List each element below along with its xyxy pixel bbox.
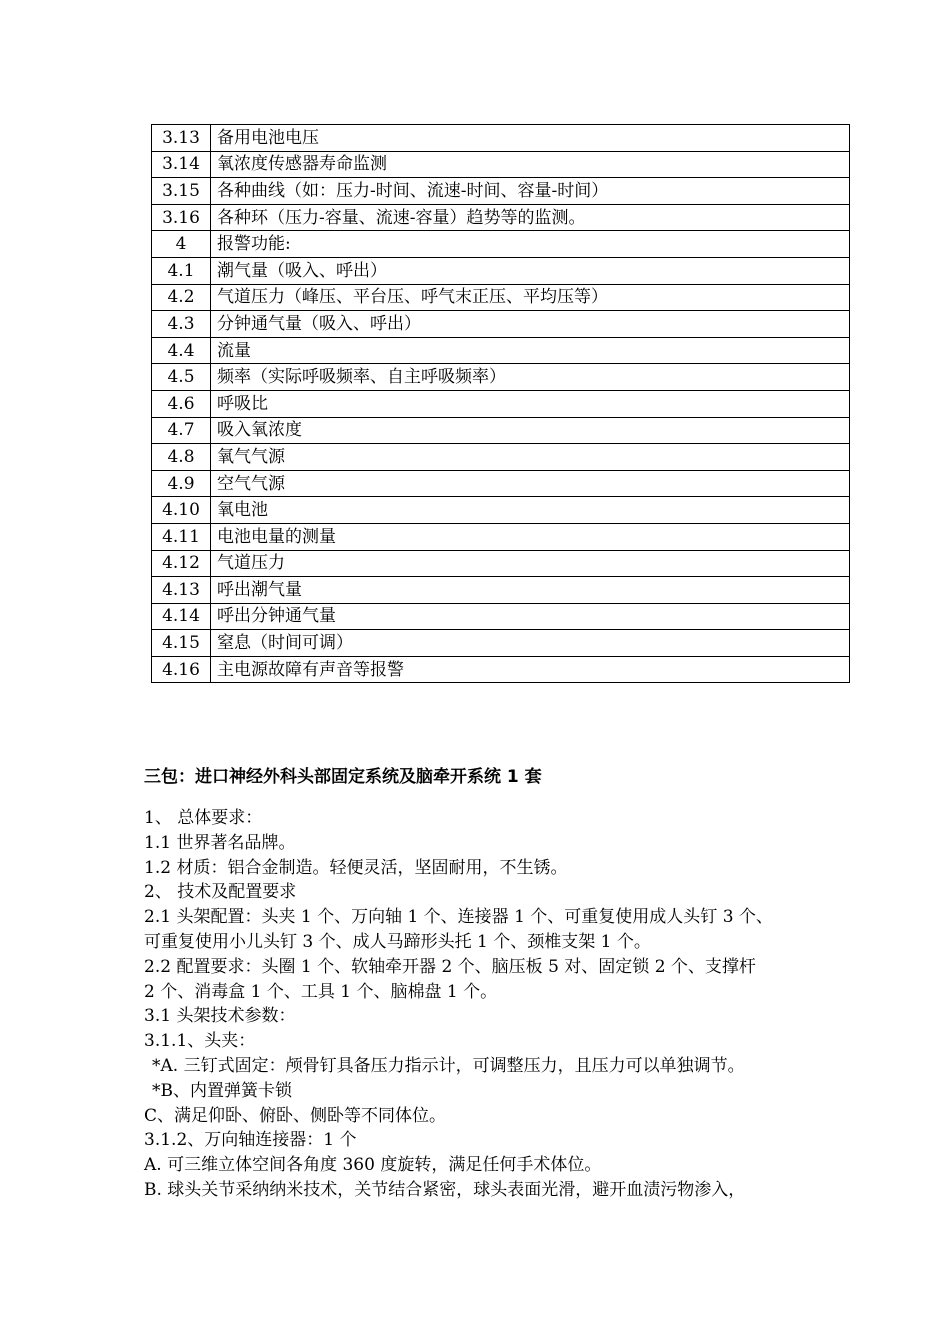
table-row (152, 284, 850, 311)
row-text: 空气气源 (211, 470, 850, 497)
body-line: 可重复使用小儿头钉 3 个、成人马蹄形头托 1 个、颈椎支架 1 个。 (144, 931, 651, 952)
table-row (152, 656, 850, 683)
body-line: 2 个、消毒盒 1 个、工具 1 个、脑棉盘 1 个。 (144, 981, 498, 1002)
row-number: 4 (152, 231, 211, 258)
spec-table (151, 124, 850, 683)
body-line: B. 球头关节采纳纳米技术，关节结合紧密，球头表面光滑，避开血渍污物渗入， (144, 1179, 746, 1200)
row-text: 主电源故障有声音等报警 (211, 656, 850, 683)
body-line: *B、内置弹簧卡锁 (152, 1080, 292, 1101)
row-number: 4.1 (152, 257, 211, 284)
row-number: 4.2 (152, 284, 211, 311)
row-text: 呼出分钟通气量 (211, 603, 850, 630)
table-row (152, 151, 850, 178)
row-text: 气道压力（峰压、平台压、呼气末正压、平均压等） (211, 284, 850, 311)
body-line: A. 可三维立体空间各角度 360 度旋转，满足任何手术体位。 (144, 1155, 602, 1176)
row-text: 分钟通气量（吸入、呼出） (211, 311, 850, 338)
row-text: 报警功能: (211, 231, 850, 258)
row-text: 流量 (211, 337, 850, 364)
row-number: 4.7 (152, 417, 211, 444)
row-number: 4.5 (152, 364, 211, 391)
table-row (152, 523, 850, 550)
row-number: 3.13 (152, 125, 211, 152)
table-row (152, 364, 850, 391)
row-number: 4.9 (152, 470, 211, 497)
section-body (144, 806, 834, 1203)
row-number: 3.14 (152, 151, 211, 178)
row-text: 氧浓度传感器寿命监测 (211, 151, 850, 178)
body-line: 3.1 头架技术参数： (144, 1006, 296, 1027)
body-line: 1.1 世界著名品牌。 (144, 832, 296, 853)
row-text: 吸入氧浓度 (211, 417, 850, 444)
body-line: 3.1.2、万向轴连接器：1 个 (144, 1130, 357, 1151)
row-number: 4.4 (152, 337, 211, 364)
table-row (152, 497, 850, 524)
row-number: 4.16 (152, 656, 211, 683)
row-text: 呼吸比 (211, 390, 850, 417)
body-line: 3.1.1、头夹： (144, 1031, 256, 1052)
body-line: C、满足仰卧、俯卧、侧卧等不同体位。 (144, 1105, 447, 1126)
row-number: 4.12 (152, 550, 211, 577)
body-line: 2.2 配置要求：头圈 1 个、软轴牵开器 2 个、脑压板 5 对、固定锁 2 个、支撑杆 (144, 956, 756, 977)
section-heading: 三包：进口神经外科头部固定系统及脑牵开系统 1 套 (144, 767, 542, 787)
table-row (152, 630, 850, 657)
row-text: 窒息（时间可调） (211, 630, 850, 657)
row-text: 各种曲线（如：压力-时间、流速-时间、容量-时间） (211, 178, 850, 205)
table-row (152, 577, 850, 604)
table-row (152, 444, 850, 471)
row-number: 3.16 (152, 204, 211, 231)
row-text: 频率（实际呼吸频率、自主呼吸频率） (211, 364, 850, 391)
row-number: 3.15 (152, 178, 211, 205)
table-row (152, 603, 850, 630)
row-text: 呼出潮气量 (211, 577, 850, 604)
body-line: 2、 技术及配置要求 (144, 882, 297, 903)
row-number: 4.14 (152, 603, 211, 630)
table-row (152, 417, 850, 444)
body-line: 1.2 材质：铝合金制造。轻便灵活，坚固耐用，不生锈。 (144, 857, 568, 878)
table-row (152, 257, 850, 284)
body-line: 2.1 头架配置：头夹 1 个、万向轴 1 个、连接器 1 个、可重复使用成人头钉 3 个、 (144, 907, 773, 928)
row-text: 氧气气源 (211, 444, 850, 471)
table-row (152, 337, 850, 364)
table-row (152, 311, 850, 338)
table-row (152, 231, 850, 258)
row-number: 4.10 (152, 497, 211, 524)
table-row (152, 204, 850, 231)
row-text: 气道压力 (211, 550, 850, 577)
row-text: 各种环（压力-容量、流速-容量）趋势等的监测。 (211, 204, 850, 231)
table-row (152, 550, 850, 577)
body-line: 1、 总体要求： (144, 808, 263, 828)
row-number: 4.15 (152, 630, 211, 657)
row-text: 潮气量（吸入、呼出） (211, 257, 850, 284)
row-number: 4.3 (152, 311, 211, 338)
row-number: 4.8 (152, 444, 211, 471)
table-row (152, 390, 850, 417)
table-row (152, 125, 850, 152)
row-number: 4.11 (152, 523, 211, 550)
row-text: 备用电池电压 (211, 125, 850, 152)
row-text: 电池电量的测量 (211, 523, 850, 550)
table-row (152, 470, 850, 497)
table-row (152, 178, 850, 205)
row-number: 4.6 (152, 390, 211, 417)
row-number: 4.13 (152, 577, 211, 604)
row-text: 氧电池 (211, 497, 850, 524)
body-line: *A. 三钉式固定：颅骨钉具备压力指示计，可调整压力，且压力可以单独调节。 (152, 1055, 745, 1076)
